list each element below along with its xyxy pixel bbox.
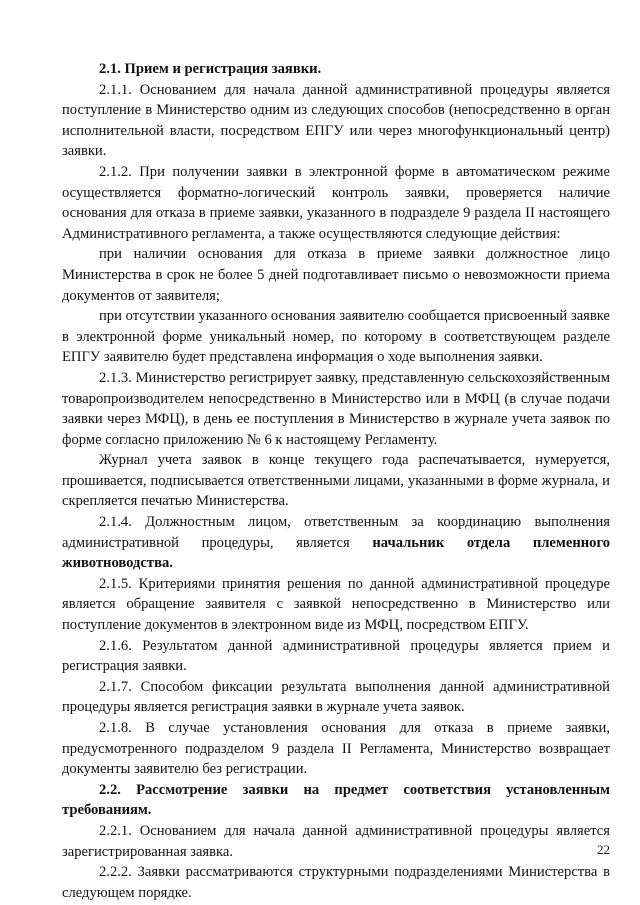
page-number: 22 (597, 842, 610, 857)
section-heading-2-2: 2.2. Рассмотрение заявки на предмет соответствия установленным требованиям. (62, 781, 610, 819)
paragraph-2-2-2: 2.2.2. Заявки рассматриваются структурными подразделениями Министерства в следующем порядке. (62, 864, 610, 901)
paragraph-no-refusal-case: при отсутствии указанного основания заявителю сообщается присвоенный заявке в электронной форме уникальный номер, по которому в соответствующем разделе ЕПГУ заявителю будет представлена информация о ходе выполнения заявки. (62, 308, 610, 366)
paragraph-2-1-6: 2.1.6. Результатом данной административной процедуры является прием и регистрация заявки. (62, 637, 610, 675)
section-heading-2-1: 2.1. Прием и регистрация заявки. (99, 61, 322, 77)
paragraph-2-1-4-text: 2.1.4. Должностным лицом, ответственным за координацию выполнения административной процедуры, является (62, 514, 610, 551)
paragraph-2-1-5: 2.1.5. Критериями принятия решения по данной административной процедуре является обращение заявителя с заявкой непосредственно в Министерство или поступление документов в электронном виде из МФЦ, посредством ЕПГУ. (62, 575, 610, 634)
paragraph-2-2-1: 2.2.1. Основанием для начала данной административной процедуры является зарегистрированная заявка. (62, 822, 610, 860)
responsible-official: начальник отдела племенного животноводства. (62, 534, 611, 572)
paragraph-journal: Журнал учета заявок в конце текущего года распечатывается, нумеруется, прошивается, подписывается ответственными лицами, указанными в форме журнала, и скрепляется печатью Министерства. (62, 452, 610, 510)
paragraph-2-1-2: 2.1.2. При получении заявки в электронной форме в автоматическом режиме осуществляется форматно-логический контроль заявки, проверяется наличие основания для отказа в приеме заявки, указанного в подразделе 9 раздела II настоящего Административного регламента, а также осуществляются следующие действия: (62, 163, 610, 242)
paragraph-2-1-4 (62, 512, 610, 574)
document-page (62, 59, 610, 903)
paragraph-2-1-8: 2.1.8. В случае установления основания для отказа в приеме заявки, предусмотренного подразделом 9 раздела II Регламента, Министерство возвращает документы заявителю без регистрации. (62, 720, 610, 778)
paragraph-2-1-3: 2.1.3. Министерство регистрирует заявку, представленную сельскохозяйственным товаропроизводителем непосредственно в Министерство или в МФЦ (в случае подачи заявки через МФЦ), в день ее поступления в Министерство в журнале учета заявок по форме согласно приложению № 6 к настоящему Регламенту. (62, 369, 610, 448)
paragraph-refusal-case: при наличии основания для отказа в приеме заявки должностное лицо Министерства в срок не более 5 дней подготавливает письмо о невозможности приема документов от заявителя; (62, 246, 610, 304)
paragraph-2-1-1: 2.1.1. Основанием для начала данной административной процедуры является поступление в Министерство одним из следующих способов (непосредственно в орган исполнительной власти, посредством ЕПГУ или через многофункциональный центр) заявки. (62, 81, 610, 160)
paragraph-2-1-7: 2.1.7. Способом фиксации результата выполнения данной административной процедуры является регистрация заявки в журнале учета заявок. (62, 678, 610, 716)
